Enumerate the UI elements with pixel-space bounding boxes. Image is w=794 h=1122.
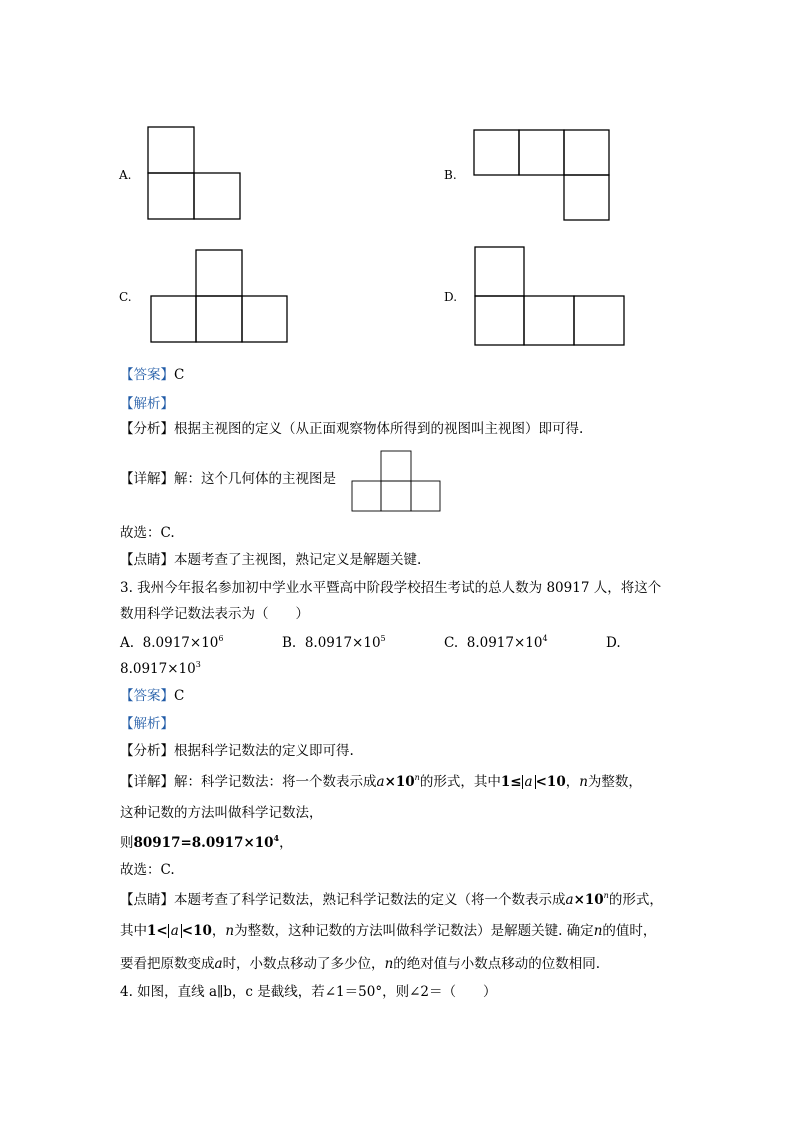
- q3-option-c-label: C.: [444, 635, 459, 651]
- q2-conclusion: 故选：C.: [120, 525, 175, 541]
- q3-option-d-exp: 3: [195, 660, 201, 669]
- q3-option-a-base: 8.0917×10: [142, 635, 219, 651]
- q3-option-b-base: 8.0917×10: [304, 635, 381, 651]
- q3-range-abs-a: a: [522, 775, 536, 789]
- q3-dj2-comma: ，: [211, 923, 226, 939]
- q2-front-view-figure: [351, 450, 443, 512]
- q3-fenxi: [120, 742, 354, 760]
- q2-fenxi-tag: 【分析】: [120, 421, 174, 437]
- q3-range-hi: <10: [535, 774, 566, 790]
- q3-dj2-text: 其中: [120, 923, 147, 939]
- q3-dj2-text3: 的值时，: [602, 923, 657, 939]
- q3-dj3-text2: 时，小数点移动了多少位，: [222, 956, 385, 972]
- q3-dj1-tail: 的形式，: [608, 892, 663, 908]
- q2-xiangjie: [120, 470, 336, 488]
- q3-option-d-base: 8.0917×10: [120, 661, 196, 677]
- q3-dj1-var-a: a: [565, 892, 574, 908]
- q3-stem-line2: 数用科学记数法表示为（ ）: [120, 606, 309, 622]
- q2-dianjing-tag: 【点睛】: [120, 552, 174, 568]
- q2-answer-tag: 【答案】: [120, 367, 174, 383]
- q3-var-a: a: [376, 774, 385, 790]
- q3-range-lo: 1≤: [500, 774, 522, 790]
- q3-dj2-text2: 为整数，这种记数的方法叫做科学记数法）是解题关键. 确定: [234, 923, 594, 939]
- q3-times-ten: ×10: [384, 774, 415, 790]
- q3-option-b-exp: 5: [380, 634, 386, 643]
- q3-fenxi-tag: 【分析】: [120, 743, 174, 759]
- q3-stem-line1: 3. 我州今年报名参加初中学业水平暨高中阶段学校招生考试的总人数为 80917 人，将这个: [120, 580, 662, 596]
- option-d-label: D.: [444, 290, 458, 304]
- q3-answer-value: C: [174, 688, 185, 704]
- q3-eq-mid: =8.0917×10: [180, 835, 274, 851]
- q3-option-a-exp: 6: [218, 634, 224, 643]
- q3-option-c-base: 8.0917×10: [466, 635, 543, 651]
- q3-xiangjie-comma: ，: [565, 774, 580, 790]
- q3-xiangjie-text1: 解：科学记数法：将一个数表示成: [174, 774, 377, 790]
- option-b-label: B.: [444, 168, 457, 182]
- q3-option-b-label: B.: [282, 635, 297, 651]
- q3-xiangjie-tag: 【详解】: [120, 774, 174, 790]
- q3-answer: [120, 687, 184, 705]
- option-c-figure: [150, 249, 290, 345]
- q2-analysis-tag: 【解析】: [120, 396, 174, 412]
- q3-analysis-tag: 【解析】: [120, 716, 174, 732]
- q2-xiangjie-text: 解：这个几何体的主视图是: [174, 471, 336, 487]
- q3-ze: 则: [120, 835, 134, 851]
- q3-answer-tag: 【答案】: [120, 688, 174, 704]
- q3-eq-exp: 4: [273, 833, 280, 843]
- q3-option-d-label: D.: [606, 635, 621, 651]
- q3-dj2-abs-a: a: [168, 924, 182, 938]
- q3-dj2-lo: 1<: [147, 923, 168, 939]
- q3-dj3-text3: 的绝对值与小数点移动的位数相同.: [393, 956, 601, 972]
- q2-xiangjie-tag: 【详解】: [120, 471, 174, 487]
- option-a-label: A.: [119, 168, 132, 182]
- q3-dj1-times: ×10: [573, 892, 604, 908]
- q3-xiangjie-text4: 为整数，: [587, 774, 642, 790]
- q3-dj2-var-n2: n: [593, 923, 603, 939]
- q3-exp-n: n: [414, 773, 420, 782]
- q2-fenxi: [120, 420, 583, 438]
- q3-dj2-hi: <10: [181, 923, 212, 939]
- q4-stem: 4. 如图，直线 a∥b，c 是截线，若∠1＝50°，则∠2＝（ ）: [120, 984, 497, 1000]
- q3-var-n: n: [579, 774, 588, 790]
- q3-dj3-text: 要看把原数变成: [120, 956, 215, 972]
- q3-xiangjie-line2: 这种记数的方法叫做科学记数法，: [120, 805, 323, 821]
- option-c-label: C.: [119, 290, 132, 304]
- q3-dj3-var-a: a: [214, 956, 223, 972]
- q2-fenxi-text: 根据主视图的定义（从正面观察物体所得到的视图叫主视图）即可得.: [174, 421, 584, 437]
- q3-dianjing-line3: [120, 955, 600, 973]
- q3-xiangjie-text2: 的形式，其中: [419, 774, 501, 790]
- q3-dianjing-line2: [120, 922, 656, 940]
- q3-eq-tail: ，: [279, 835, 293, 851]
- q3-option-a: [120, 634, 223, 652]
- q3-dj2-var-n: n: [225, 923, 235, 939]
- option-b-figure: [473, 129, 613, 222]
- q2-answer: [120, 366, 184, 384]
- option-d-figure: [474, 246, 627, 348]
- option-a-figure: [147, 126, 245, 222]
- q3-dianjing-line1: [120, 891, 663, 909]
- q3-dj3-var-n: n: [384, 956, 394, 972]
- q3-eq-lhs: 80917: [133, 835, 181, 851]
- q3-option-c-exp: 4: [542, 634, 548, 643]
- q3-xiangjie-line1: [120, 773, 642, 791]
- q2-answer-value: C: [174, 367, 185, 383]
- q3-option-a-label: A.: [120, 635, 135, 651]
- q3-option-d: [120, 660, 201, 678]
- q3-conclusion: 故选：C.: [120, 862, 175, 878]
- q3-option-c: [444, 634, 548, 652]
- q3-dianjing-tag: 【点睛】: [120, 892, 174, 908]
- q2-dianjing-text: 本题考查了主视图，熟记定义是解题关键.: [174, 552, 422, 568]
- q2-dianjing: [120, 551, 421, 569]
- q3-dj1-text: 本题考查了科学记数法，熟记科学记数法的定义（将一个数表示成: [174, 892, 566, 908]
- q3-dj1-exp-n: n: [603, 891, 609, 900]
- q3-option-b: [282, 634, 386, 652]
- q3-fenxi-text: 根据科学记数法的定义即可得.: [174, 743, 354, 759]
- q3-equation: [120, 834, 293, 852]
